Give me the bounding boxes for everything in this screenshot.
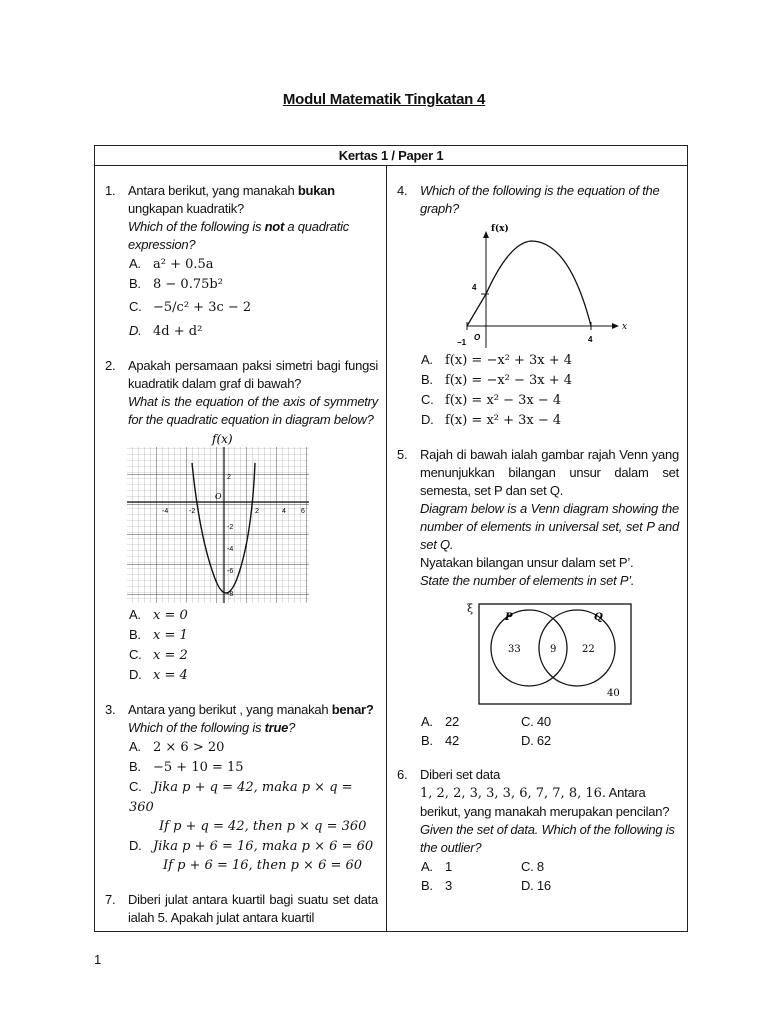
table-header: Kertas 1 / Paper 1 xyxy=(95,146,687,166)
x-tick: 2 xyxy=(255,508,259,515)
question-text-ms: Rajah di bawah ialah gambar rajah Venn yang menunjukkan bilangan unsur dalam set semesta, set P dan set Q. xyxy=(420,447,679,498)
y-tick: 4 xyxy=(472,283,477,292)
option[interactable]: C. −5/c² + 3c − 2 xyxy=(129,299,252,315)
y-axis-label: f(x) xyxy=(491,224,509,234)
option[interactable]: A. 1 xyxy=(421,859,452,874)
question-text-ms: Apakah persamaan paksi simetri bagi fungsi kuadratik dalam graf di bawah? xyxy=(128,358,378,391)
option[interactable]: C. f(x) = x² − 3x − 4 xyxy=(421,392,562,408)
question-3: 3. Antara yang berikut , yang manakah benar? Which of the following is true? A. 2 × 6 > 20 B. −5 + 10 = 15 C. Jika p + q = 42, maka p × q = 360 If p + q = 42, then p × q = 360 D. Jika p + 6 = 16, maka p × 6 = 60 If p + 6 = 16, then p × 6 = 60 xyxy=(105,701,378,875)
y-tick: 2 xyxy=(227,474,231,481)
question-text-ms: Diberi julat antara kuartil bagi suatu set data ialah 5. Apakah julat antara kuartil xyxy=(128,892,378,925)
page-title: Modul Matematik Tingkatan 4 xyxy=(282,91,486,108)
parabola-graph xyxy=(127,431,311,603)
question-text-ms-2: Nyatakan bilangan unsur dalam set P’. xyxy=(420,555,634,570)
question-text-en: Given the set of data. Which of the following is the outlier? xyxy=(420,822,675,855)
question-4: 4. Which of the following is the equation of the graph? f(x) x O 4 −1 4 A. f(x) = −x² + 3x + 4 B. f(x) = −x² − 3x + 4 C. f(x) = x² − 3x − 4 D. f(x) = x² + 3x − 4 xyxy=(397,182,679,430)
option[interactable]: D. 4d + d² xyxy=(129,323,203,339)
option[interactable]: A. a² + 0.5a xyxy=(129,256,214,272)
option[interactable]: B. f(x) = −x² − 3x + 4 xyxy=(421,372,573,388)
x-tick: 6 xyxy=(301,508,305,515)
question-text-en: What is the equation of the axis of symmetry for the quadratic equation in diagram below? xyxy=(128,394,378,427)
y-tick: -4 xyxy=(227,546,234,553)
option[interactable]: C. 40 xyxy=(521,714,551,729)
y-tick: -8 xyxy=(227,591,234,598)
question-text-en: Which of the following is the equation of the graph? xyxy=(420,183,660,216)
y-tick: -6 xyxy=(227,568,234,575)
option[interactable]: B. −5 + 10 = 15 xyxy=(129,759,244,775)
region-p-only: 33 xyxy=(508,644,521,655)
option[interactable]: A. 22 xyxy=(421,714,459,729)
x-tick: 4 xyxy=(282,508,286,515)
page-number: 1 xyxy=(94,952,101,967)
question-text-ms: Antara berikut, yang manakah bukan ungkapan kuadratik? xyxy=(128,183,335,216)
question-1: 1. Antara berikut, yang manakah bukan ungkapan kuadratik? Which of the following is not a quadratic expression? A. a² + 0.5a B. 8 − 0.75b² C. −5/c² + 3c − 2 D. 4d + d² xyxy=(105,182,378,341)
question-text-en: Which of the following is true? xyxy=(128,720,296,735)
option[interactable]: D. 62 xyxy=(521,733,551,748)
set-q-label: Q xyxy=(594,612,603,623)
option[interactable]: D. f(x) = x² + 3x − 4 xyxy=(421,412,562,428)
option[interactable]: A. 2 × 6 > 20 xyxy=(129,739,225,755)
x-tick: -4 xyxy=(162,508,169,515)
x-tick: 4 xyxy=(588,335,593,344)
question-text-ms: Diberi set data 1, 2, 2, 3, 3, 3, 6, 7, 7, 8, 16. Antara berikut, yang manakah merupakan pencilan? xyxy=(420,767,670,819)
option[interactable]: B. 42 xyxy=(421,733,459,748)
quadratic-graph xyxy=(457,222,629,348)
question-text-en: Diagram below is a Venn diagram showing the number of elements in universal set, set P and set Q. xyxy=(420,501,679,552)
option[interactable]: B. 8 − 0.75b² xyxy=(129,276,223,292)
region-intersection: 9 xyxy=(550,644,557,655)
y-axis-label: f(x) xyxy=(212,432,233,446)
region-outside: 40 xyxy=(607,688,620,699)
question-table xyxy=(94,145,688,932)
option[interactable]: B. x = 1 xyxy=(129,627,188,643)
option[interactable]: D. Jika p + 6 = 16, maka p × 6 = 60 If p + 6 = 16, then p × 6 = 60 xyxy=(129,838,374,873)
right-column xyxy=(386,166,687,931)
universal-set-symbol: ξ xyxy=(467,602,474,615)
option[interactable]: B. 3 xyxy=(421,878,452,893)
y-tick: -2 xyxy=(227,524,234,531)
question-7: 7. Diberi julat antara kuartil bagi suatu set data ialah 5. Apakah julat antara kuartil xyxy=(105,892,378,925)
origin-label: O xyxy=(474,333,481,342)
x-tick: -2 xyxy=(189,508,196,515)
set-p-label: P xyxy=(505,612,513,623)
question-2: 2. Apakah persamaan paksi simetri bagi fungsi kuadratik dalam graf di bawah? What is the equation of the axis of symmetry for the quadratic equation in diagram below? f(x) O -4 -2 2 4 6 2 -2 -4 -6 -8 A. x = 0 B. x = 1 C. x = 2 D. x = 4 xyxy=(105,358,378,683)
option[interactable]: D. x = 4 xyxy=(129,667,188,683)
question-6: 6. Diberi set data 1, 2, 2, 3, 3, 3, 6, 7, 7, 8, 16. Antara berikut, yang manakah merupakan pencilan? Given the set of data. Which of the following is the outlier? A. 1 C. 8 B. 3 D. 16 xyxy=(397,766,679,895)
x-tick: −1 xyxy=(457,338,467,347)
question-text-en-2: State the number of elements in set P’. xyxy=(420,573,635,588)
question-5: 5. Rajah di bawah ialah gambar rajah Venn yang menunjukkan bilangan unsur dalam set semesta, set P dan set Q. Diagram below is a Venn diagram showing the number of elements in universal set, set P and set Q. Nyatakan bilangan unsur dalam set P’. State the number of elements in set P’. ξ P Q 33 9 22 40 A. 22 C. 40 B. 42 D. 62 xyxy=(397,447,679,748)
option[interactable]: A. x = 0 xyxy=(129,607,188,623)
option[interactable]: A. f(x) = −x² + 3x + 4 xyxy=(421,352,573,368)
question-text-en: Which of the following is not a quadratic expression? xyxy=(128,219,349,252)
origin-label: O xyxy=(215,492,222,501)
question-text-ms: Antara yang berikut , yang manakah benar? xyxy=(128,702,374,717)
region-q-only: 22 xyxy=(582,644,595,655)
left-column xyxy=(95,166,386,931)
option[interactable]: C. Jika p + q = 42, maka p × q = 360 If p + q = 42, then p × q = 360 xyxy=(129,779,367,834)
option[interactable]: C. 8 xyxy=(521,859,544,874)
option[interactable]: C. x = 2 xyxy=(129,647,188,663)
option[interactable]: D. 16 xyxy=(521,878,551,893)
x-axis-label: x xyxy=(622,322,628,332)
venn-diagram xyxy=(467,598,637,708)
